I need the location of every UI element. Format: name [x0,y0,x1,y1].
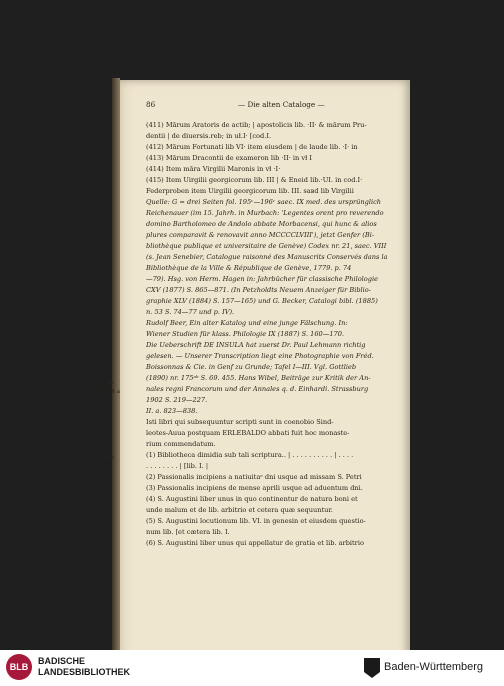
text-line: Rudolf Beer, Ein alter Katalog und eine junge Fälschung. In: [146,319,348,327]
text-line: nales regni Francorum und der Annales q. d. Einhardi. Strassburg [146,385,369,393]
text-line: (413) Mārum Dracontii de exameron lib ·II· in vł I [146,154,312,162]
text-line: (2) Passionalis incipiens a natiuitaᵉ dni usque ad missam S. Petri [146,473,362,481]
text-line: n. 53 S. 74—77 und p. IV). [146,308,235,316]
text-line: unde malum et de lib. arbitrio et cetera quæ sequuntur. [146,506,333,514]
text-line: Bibliothèque de la Ville & République de Genève, 1779. p. 74 [146,264,352,272]
page-edge [112,78,120,664]
text-line: (s. Jean Senebier, Catalogue raisonné des Manuscrits Conservés dans la [146,253,388,261]
text-line: domino Bartholomeo de Andolo abbate Morbacensi, qui hunc & alios [146,220,377,228]
text-line: dentii | de diuersis.reb; in uł.I· [cod.I. [146,132,272,140]
text-line: Wiener Studien für klass. Philologie IX (1887) S. 160—170. [146,330,345,338]
text-line: (5) S. Augustini locutionum lib. VI. in genesin et eiusdem questio- [146,517,366,525]
running-title: — Die alten Cataloge — [238,100,325,109]
library-name-line-1: BADISCHE [38,656,86,666]
text-line: leotes-Auua postquam ERLEBALDO abbati fuit hoc monaste- [146,429,350,437]
text-line: (1) Bibliotheca dimidia sub tali scriptura.. | . . . . . . . . . . | . . . . [146,451,354,459]
scanned-page [98,80,410,660]
state-name: Baden-Württemberg [384,661,484,673]
text-line: Federproben item Uirgilii georgicorum lib. III. sавd lib Virgilii [146,187,354,195]
text-line: num lib. [et cætera lib. I. [146,528,230,536]
text-line: (414) Item mārа Virgilii Maronis in vł ·I· [146,165,281,173]
margin-plus-sign: + [106,378,115,389]
footer-bar [0,650,504,686]
text-line: Boissonnas & Cie. in Genf zu Grunde; Tafel I—III. Vgl. Gottlieb [146,363,357,371]
margin-ref-544a: N.544 a [98,389,121,395]
text-line: (4) S. Augustini liber unus in quo continentur de natura boni et [146,495,358,503]
text-line: . . . . . . . . | [lib. I. | [146,462,209,470]
text-line: Reichenauer (im 15. Jahrh. in Murbach: 'Legentes orent pro reverendo [146,209,384,217]
text-line: (1890) nr. 175ᵃᵇ S. 69. 455. Hans Wibel, Beiträge zur Kritik der An- [146,374,371,382]
library-name-line-2: LANDESBIBLIOTHEK [38,667,130,677]
text-line: rium commendatum. [146,440,216,448]
text-line: (3) Passionalis incipiens de mense aprili usque ad aduentum dni. [146,484,363,492]
text-line: Quelle: G = drei Seiten fol. 195ᵛ—196ᵛ saec. IX med. des ursprünglich [146,198,382,206]
text-line: graphie XLV (1884) S. 157—165) und G. Becker, Catalogi bibl. (1885) [146,297,378,305]
text-line: 1902 S. 219—227. [146,396,208,404]
text-line: (412) Mārum Fortunati lib VI· item eiusdem | de laude lib. ·I· in [146,143,358,151]
margin-ref-544b: 544 b [98,455,115,461]
text-line: plures comparavit & renovavit anno MCCCCLVIII'), jetzt Genfer (Bi- [146,231,375,239]
text-line: CXV (1877) S. 865—871. (In Petzholdts Neuem Anzeiger für Biblio- [146,286,371,294]
page-number: 86 [146,100,156,109]
text-line: —79). Hsg. von Herm. Hagen in: Jahrbücher für classische Philologie [146,275,378,283]
text-line: (411) Mārum Aratoris de actib; | apostolicis lib. ·II· & mārum Pru- [146,121,367,129]
text-line: Isti libri qui subsequuntur scripti sunt in coenobio Sind- [146,418,334,426]
blb-logo: BLB [6,654,32,680]
state-crest-icon [364,658,380,678]
text-line: (6) S. Augustini liber unus qui appellatur de gratia et lib. arbitrio [146,539,364,547]
text-line: (415) Item Uirgilii georgicorum lib. III | & Eneid lib.·UI. in cod.I· [146,176,363,184]
text-line: Die Ueberschrift DE INSULA hat zuerst Dr. Paul Lehmann richtig [146,341,366,349]
library-name [38,656,130,678]
text-line: gelesen. — Unserer Transcription liegt eine Photographie von Fréd. [146,352,374,360]
text-line: II. a. 823—838. [146,407,198,415]
text-line: bliothèque publique et universitaire de Genève) Codex nr. 21, saec. VIII [146,242,387,250]
